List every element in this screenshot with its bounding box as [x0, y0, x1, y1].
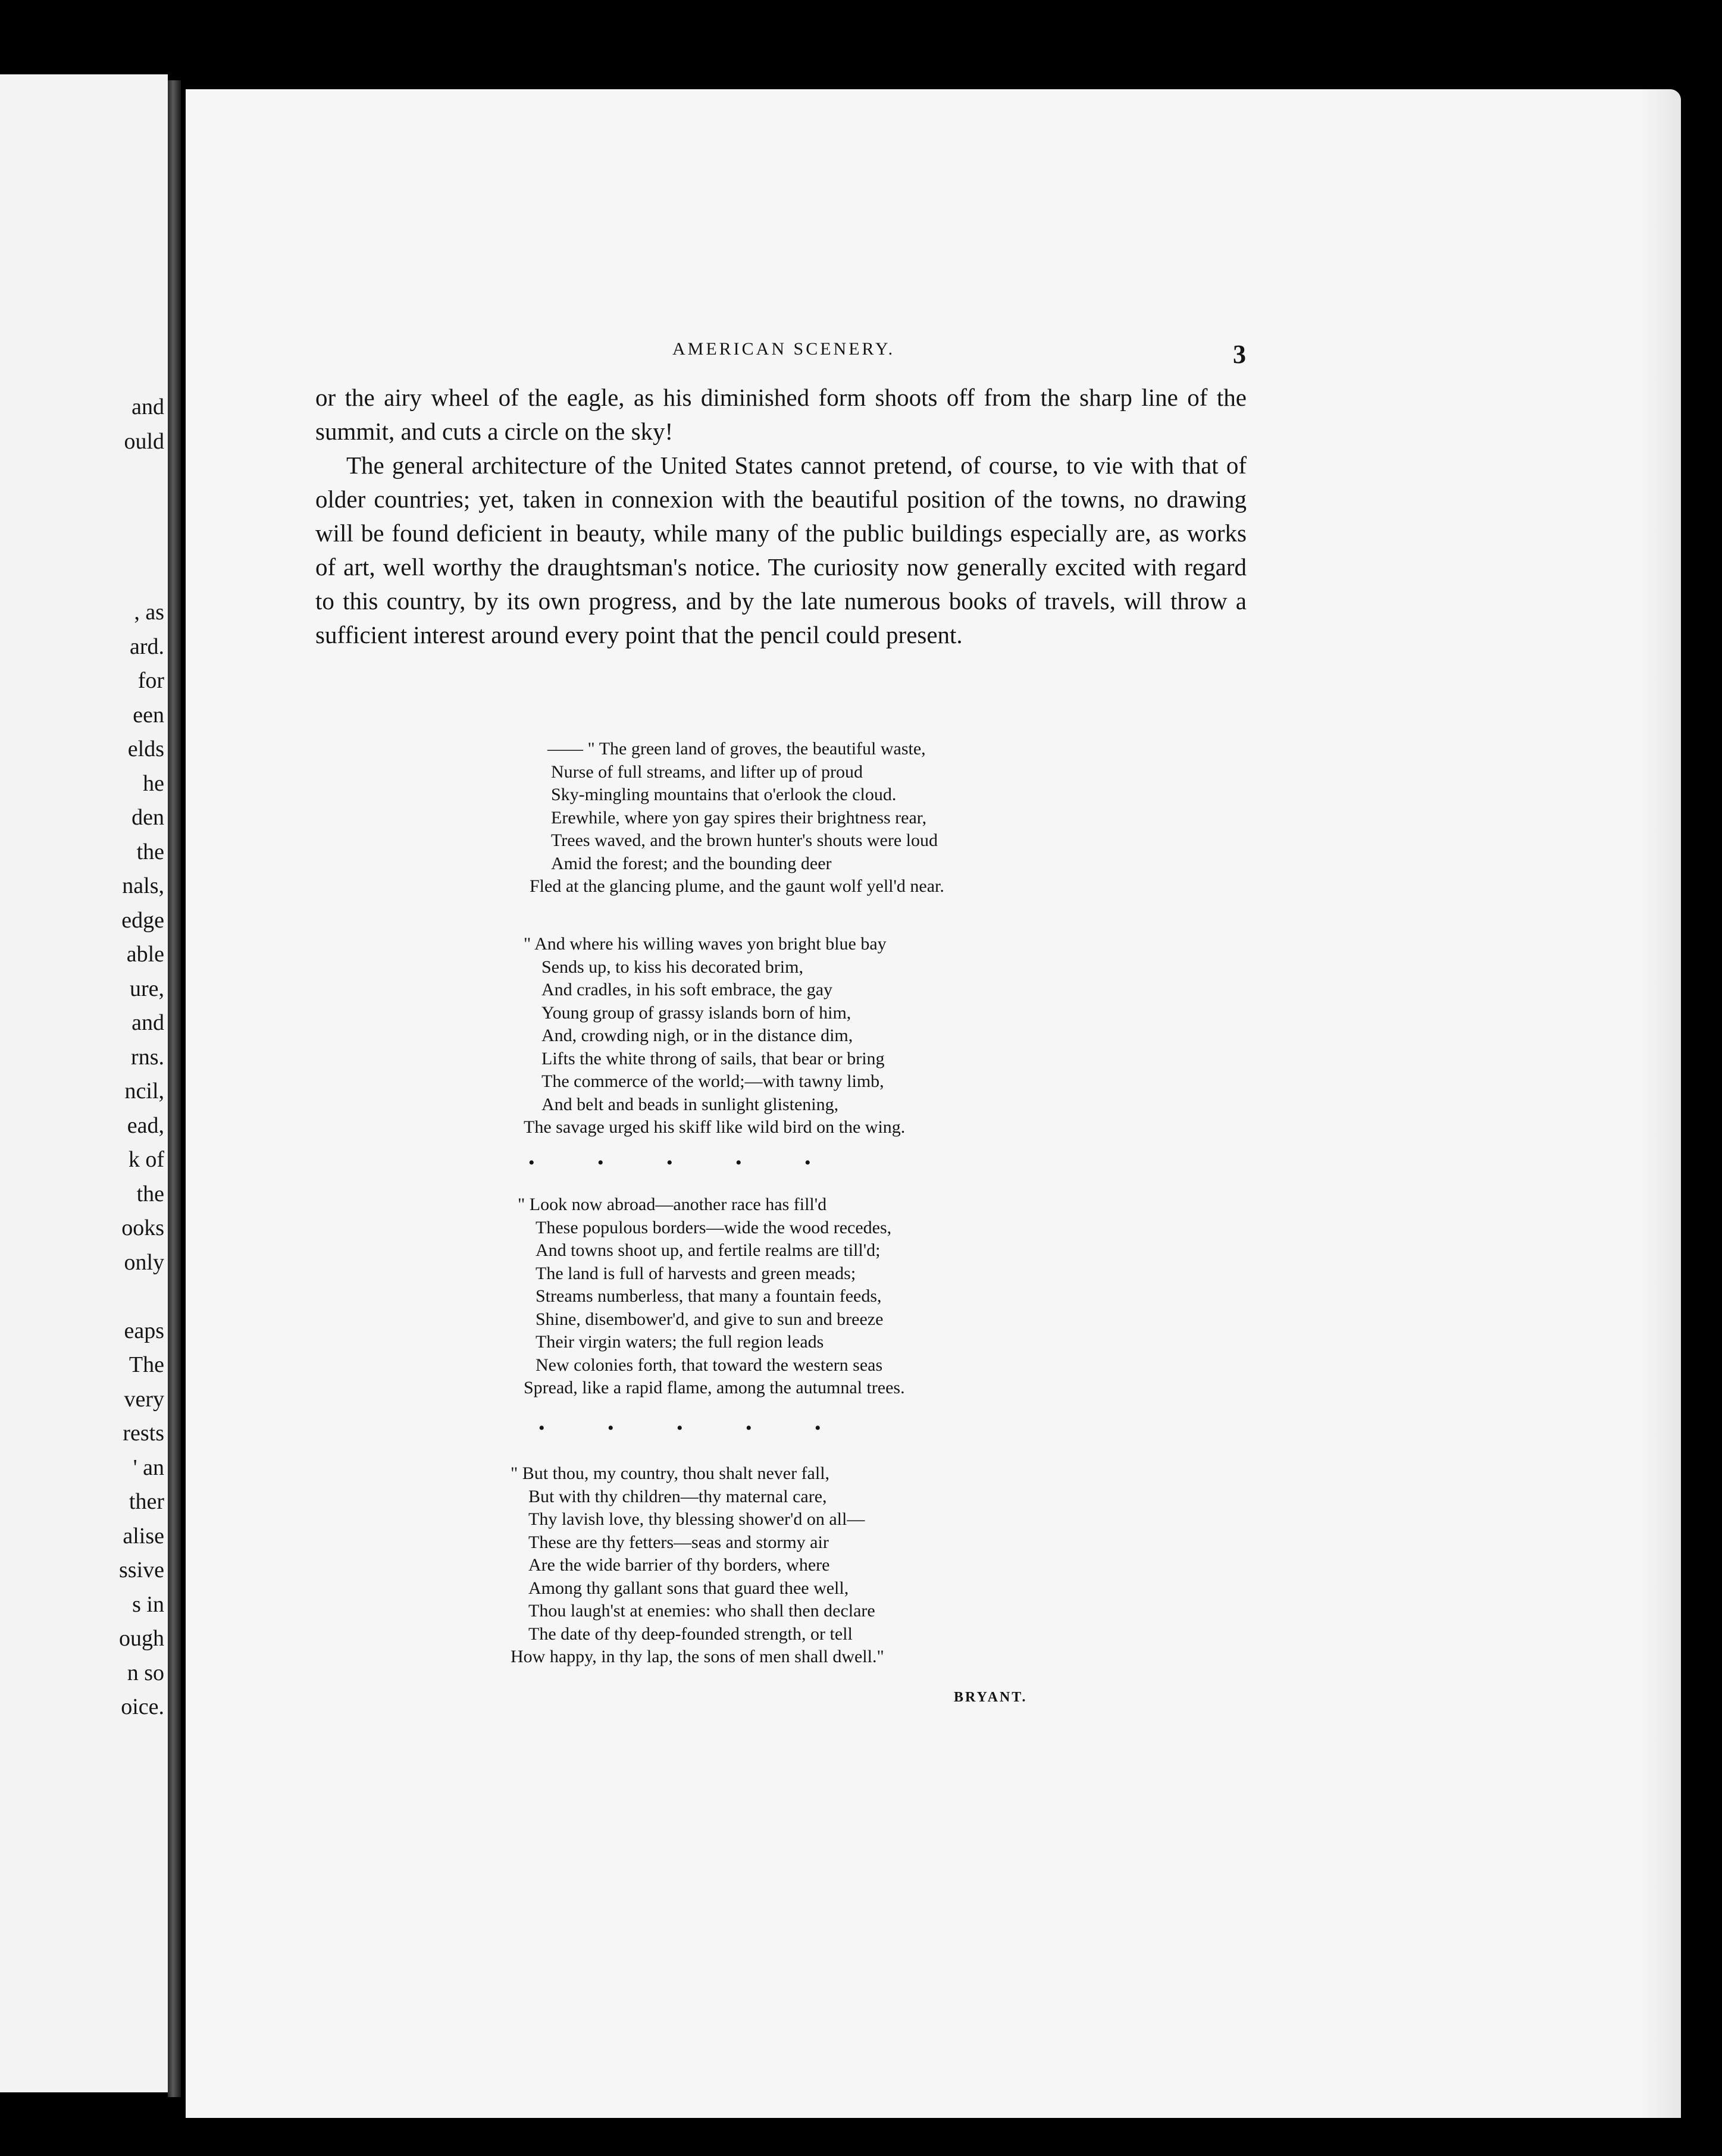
page-edge-shading	[1639, 89, 1681, 2118]
facing-page-line: ough	[119, 1626, 164, 1651]
verse-line: Trees waved, and the brown hunter's shouts were loud	[551, 831, 938, 850]
separator-mark: •	[608, 1418, 614, 1438]
prose-paragraph: or the airy wheel of the eagle, as his diminished form shoots off from the sharp line of the summit, and cuts a circle on the sky!	[315, 384, 1247, 445]
facing-page-line: only	[124, 1249, 164, 1275]
facing-page-line: s in	[132, 1591, 164, 1617]
verse-line: The savage urged his skiff like wild bird on the wing.	[524, 1117, 906, 1137]
prose-paragraph: The general architecture of the United States cannot pretend, of course, to vie with that of older countries; yet, taken in connexion with the beautiful position of the towns, no drawing will be found deficient in beauty, while many of the public buildings especially are, as works of art, well worthy the draughtsman's notice. The curiosity now generally excited with regard to this country, by its own progress, and by the late numerous books of travels, will throw a sufficient interest around every point that the pencil could present.	[315, 452, 1247, 648]
verse-line: How happy, in thy lap, the sons of men shall dwell."	[511, 1647, 884, 1666]
poem-stanza-3	[518, 1193, 905, 1400]
verse-line: And belt and beads in sunlight glistening,	[541, 1094, 839, 1114]
facing-page-line: ead,	[127, 1113, 164, 1138]
facing-page-line: ure,	[129, 976, 164, 1001]
verse-line: The commerce of the world;—with tawny limb,	[541, 1071, 884, 1091]
verse-line: " But thou, my country, thou shalt never fall,	[511, 1464, 830, 1483]
verse-line: Are the wide barrier of thy borders, where	[528, 1555, 830, 1575]
verse-line: Thou laugh'st at enemies: who shall then declare	[528, 1601, 875, 1621]
verse-line: Sends up, to kiss his decorated brim,	[541, 957, 803, 977]
running-head: AMERICAN SCENERY.	[672, 339, 896, 359]
stanza-separator	[538, 1418, 884, 1439]
verse-line: And cradles, in his soft embrace, the gay	[541, 980, 833, 999]
facing-page-line: den	[132, 805, 164, 830]
verse-line: Streams numberless, that many a fountain feeds,	[536, 1286, 882, 1306]
separator-mark: •	[815, 1418, 821, 1438]
verse-line: But with thy children—thy maternal care,	[528, 1486, 827, 1506]
facing-page-line: and	[132, 1010, 164, 1035]
separator-mark: •	[735, 1153, 742, 1173]
separator-mark: •	[528, 1153, 535, 1173]
facing-page-line: eaps	[124, 1318, 164, 1343]
facing-page-line: the	[136, 1181, 164, 1207]
facing-page-line: The	[129, 1352, 164, 1377]
verse-line: Young group of grassy islands born of him,	[541, 1002, 851, 1023]
facing-page-line: , as	[134, 600, 164, 625]
facing-page-line: able	[126, 942, 164, 967]
verse-line: These are thy fetters—seas and stormy air	[528, 1532, 829, 1552]
facing-page-fragment	[0, 74, 168, 2092]
facing-page-line: alise	[123, 1523, 164, 1549]
facing-page-line: the	[136, 839, 164, 864]
verse-line: Shine, disembower'd, and give to sun and breeze	[536, 1309, 884, 1329]
facing-page-line: for	[137, 668, 164, 693]
verse-line: Amid the forest; and the bounding deer	[551, 853, 832, 873]
facing-page-line: oice.	[121, 1694, 164, 1719]
poem-stanza-2	[524, 933, 905, 1139]
verse-line: Fled at the glancing plume, and the gaunt wolf yell'd near.	[530, 876, 944, 896]
verse-line: Nurse of full streams, and lifter up of proud	[551, 762, 863, 782]
verse-line: And, crowding nigh, or in the distance dim,	[541, 1026, 853, 1045]
verse-line: And towns shoot up, and fertile realms are till'd;	[536, 1240, 881, 1260]
verse-line: The date of thy deep-founded strength, or tell	[528, 1624, 853, 1644]
separator-mark: •	[804, 1153, 811, 1173]
poem-stanza-1	[530, 738, 944, 898]
separator-mark: •	[597, 1153, 604, 1173]
facing-page-line: ther	[129, 1489, 164, 1514]
verse-line: Thy lavish love, thy blessing shower'd on all—	[528, 1509, 865, 1529]
stanza-separator	[528, 1153, 873, 1173]
page-number: 3	[1233, 340, 1246, 369]
verse-line: —— " The green land of groves, the beautiful waste,	[547, 739, 926, 759]
facing-page-line: rests	[123, 1421, 164, 1446]
poem-attribution: BRYANT.	[954, 1690, 1028, 1705]
verse-line: " Look now abroad—another race has fill'd	[518, 1195, 827, 1214]
verse-line: " And where his willing waves yon bright blue bay	[524, 934, 887, 954]
separator-mark: •	[746, 1418, 752, 1438]
facing-page-line: ncil,	[124, 1079, 164, 1104]
facing-page-line: ' an	[133, 1455, 164, 1480]
poem-stanza-4	[511, 1462, 884, 1669]
facing-page-line: elds	[127, 737, 164, 762]
verse-line: Among thy gallant sons that guard thee well,	[528, 1578, 849, 1598]
verse-line: Spread, like a rapid flame, among the autumnal trees.	[524, 1378, 905, 1397]
separator-mark: •	[677, 1418, 683, 1438]
facing-page-line: een	[133, 702, 164, 728]
verse-line: These populous borders—wide the wood recedes,	[536, 1217, 892, 1237]
facing-page-line: ard.	[129, 634, 164, 659]
facing-page-line: k of	[128, 1147, 164, 1172]
facing-page-line: ssive	[119, 1558, 164, 1582]
facing-page-line: nals,	[122, 873, 164, 898]
facing-page-line: very	[124, 1386, 164, 1412]
verse-line: New colonies forth, that toward the western seas	[536, 1355, 883, 1375]
prose-body	[315, 381, 1247, 652]
facing-page-line: he	[143, 770, 164, 796]
facing-page-line: and	[132, 394, 164, 419]
separator-mark: •	[666, 1153, 673, 1173]
facing-page-line: rns.	[131, 1044, 164, 1070]
facing-page-line: edge	[121, 907, 164, 933]
verse-line: Their virgin waters; the full region leads	[536, 1332, 824, 1352]
facing-page-line: ooks	[121, 1215, 164, 1240]
separator-mark: •	[538, 1418, 545, 1438]
verse-line: Sky-mingling mountains that o'erlook the cloud.	[551, 785, 897, 804]
page-gutter	[168, 80, 181, 2097]
verse-line: Lifts the white throng of sails, that bear or bring	[541, 1048, 885, 1068]
facing-page-line: n so	[127, 1660, 164, 1685]
verse-line: The land is full of harvests and green meads;	[536, 1263, 856, 1283]
facing-page-line: ould	[124, 428, 164, 454]
verse-line: Erewhile, where yon gay spires their brightness rear,	[551, 807, 927, 828]
